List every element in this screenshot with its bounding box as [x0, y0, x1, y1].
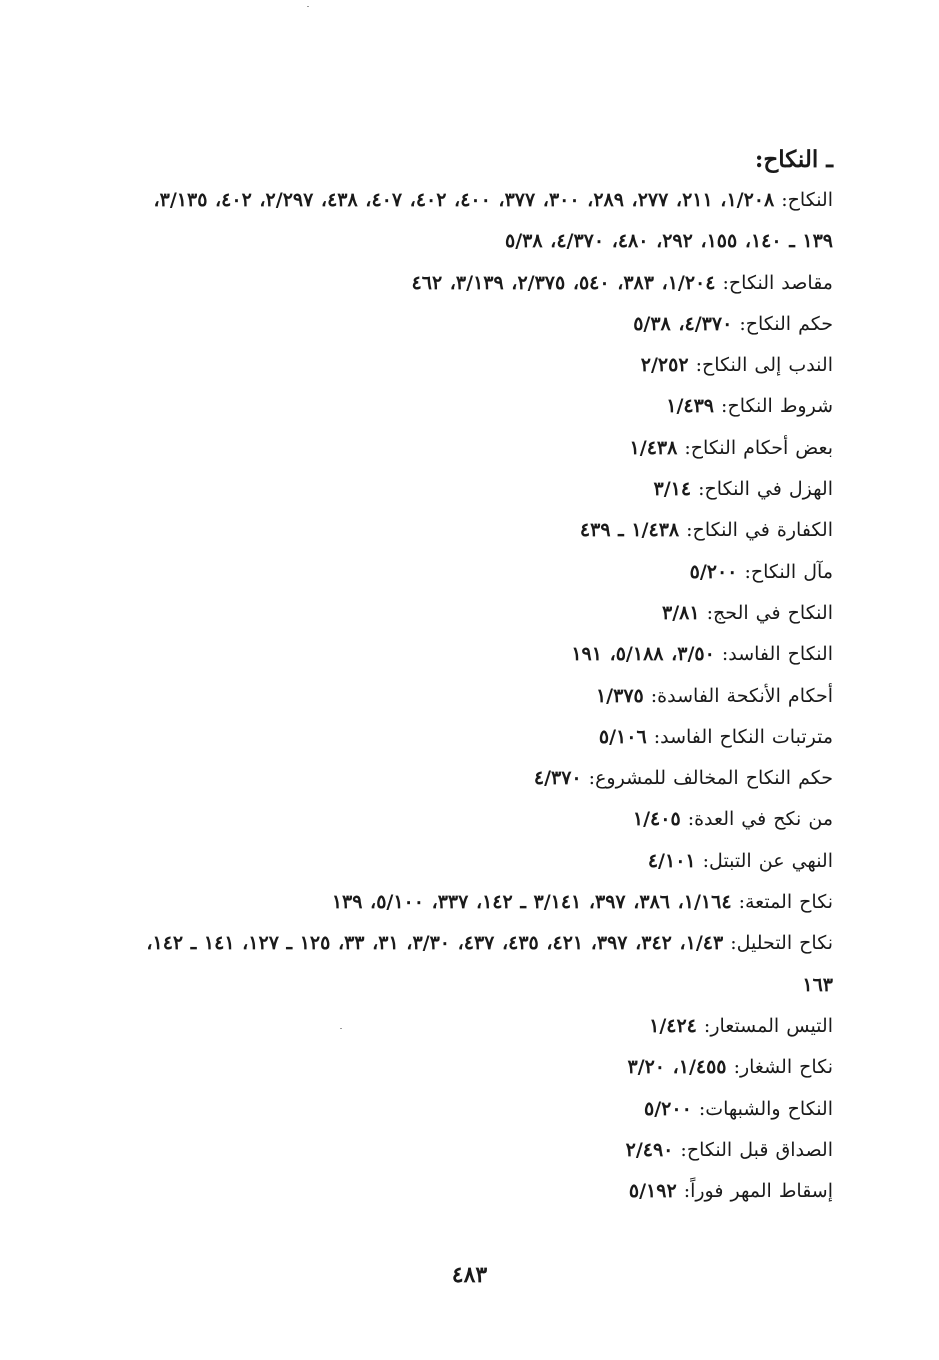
print-speck [307, 6, 309, 7]
index-entry [133, 1171, 833, 1212]
index-entry [133, 263, 833, 304]
index-entry [133, 304, 833, 345]
entry-term: أحكام الأنكحة الفاسدة: [650, 684, 833, 707]
page-number: ٤٨٣ [451, 1262, 488, 1288]
entry-refs: ٣/٥٠، ٥/١٨٨، ١٩١ [571, 643, 715, 666]
entry-term: نكاح الشغار: [733, 1056, 833, 1079]
index-entry [133, 593, 833, 634]
index-entry [133, 758, 833, 799]
entry-refs: ٥/٢٠٠ [689, 560, 738, 583]
entry-refs: ٥/٢٠٠ [644, 1097, 692, 1120]
entry-term: من نكح في العدة: [687, 808, 833, 831]
entry-term: الهزل في النكاح: [698, 478, 833, 501]
entry-term: شروط النكاح: [721, 395, 833, 418]
entry-refs: ١/٢٠٨، ٢١١، ٢٧٧، ٢٨٩، ٣٠٠، ٣٧٧، ٤٠٠، ٤٠٢، ٤٠٧، ٤٣٨، ٢/٢٩٧، ٤٠٢، ٣/١٣٥، ١٣٩ ـ ١٤٠، ١٥٥، ٢٩٢، ٤٨٠، ٤/٣٧٠، ٥/٣٨ [153, 189, 833, 253]
entry-term: مآل النكاح: [744, 560, 833, 583]
index-entry [133, 345, 833, 386]
index-entry [133, 428, 833, 469]
entry-refs: ٤/٣٧٠، ٥/٣٨ [633, 312, 733, 335]
entry-refs: ١/١٦٤، ٣٨٦، ٣٩٧، ٣/١٤١ ـ ١٤٢، ٣٣٧، ٥/١٠٠، ١٣٩ [331, 891, 732, 914]
section-heading: ـ النكاح: [754, 146, 833, 173]
index-entry [133, 1006, 833, 1047]
index-entries [133, 180, 833, 1212]
entry-refs: ١/٢٠٤، ٣٨٣، ٥٤٠، ٢/٣٧٥، ٣/١٣٩، ٤٦٢ [411, 271, 716, 294]
entry-term: الندب إلى النكاح: [695, 354, 833, 377]
entry-refs: ١/٤٢٤ [649, 1014, 697, 1037]
index-entry [133, 552, 833, 593]
entry-term: النكاح في الحج: [706, 601, 833, 624]
entry-term: حكم النكاح: [739, 312, 833, 335]
index-entry [133, 841, 833, 882]
entry-term: حكم النكاح المخالف للمشروع: [588, 767, 833, 790]
index-entry [133, 882, 833, 923]
index-entry [133, 634, 833, 675]
entry-refs: ٣/١٤ [653, 478, 692, 501]
entry-refs: ٢/٤٩٠ [625, 1138, 674, 1161]
index-entry [133, 923, 833, 1006]
entry-term: بعض أحكام النكاح: [684, 436, 833, 459]
index-entry [133, 469, 833, 510]
entry-term: نكاح التحليل: [730, 932, 833, 955]
entry-refs: ٥/١٩٢ [628, 1180, 677, 1203]
entry-term: إسقاط المهر فوراً: [683, 1180, 833, 1203]
entry-term: النكاح والشبهات: [698, 1097, 833, 1120]
entry-term: الصداق قبل النكاح: [680, 1138, 833, 1161]
index-entry [133, 510, 833, 551]
index-section [133, 140, 833, 1212]
entry-term: نكاح المتعة: [738, 891, 833, 914]
entry-refs: ١/٤٣، ٣٤٢، ٣٩٧، ٤٢١، ٤٣٥، ٤٣٧، ٣/٣٠، ٣١، ٣٣، ١٢٥ ـ ١٢٧، ١٤١ ـ ١٤٢، ١٦٣ [146, 932, 833, 996]
entry-refs: ٤/١٠١ [647, 849, 696, 872]
entry-refs: ١/٣٧٥ [595, 684, 644, 707]
entry-refs: ١/٤٣٨ [629, 436, 678, 459]
entry-refs: ٢/٢٥٢ [640, 354, 689, 377]
entry-term: النكاح: [781, 189, 833, 211]
entry-term: الكفارة في النكاح: [686, 519, 833, 542]
index-entry [133, 799, 833, 840]
entry-term: النكاح الفاسد: [721, 643, 833, 666]
entry-refs: ٥/١٠٦ [598, 725, 647, 748]
index-entry [133, 180, 833, 263]
index-entry [133, 1130, 833, 1171]
entry-refs: ١/٤٣٨ ـ ٤٣٩ [579, 519, 680, 542]
entry-refs: ٣/٨١ [662, 601, 700, 624]
index-entry [133, 717, 833, 758]
index-entry [133, 676, 833, 717]
entry-refs: ٤/٣٧٠ [533, 767, 582, 790]
entry-term: التيس المستعار: [703, 1014, 833, 1037]
entry-refs: ١/٤٣٩ [666, 395, 714, 418]
index-entry [133, 1047, 833, 1088]
entry-refs: ١/٤٠٥ [632, 808, 681, 831]
entry-term: مقاصد النكاح: [722, 271, 833, 294]
entry-term: مترتبات النكاح الفاسد: [653, 725, 833, 748]
entry-refs: ١/٤٥٥، ٣/٢٠ [627, 1056, 727, 1079]
entry-term: النهي عن التبتل: [702, 849, 833, 872]
index-entry [133, 386, 833, 427]
index-entry [133, 1089, 833, 1130]
